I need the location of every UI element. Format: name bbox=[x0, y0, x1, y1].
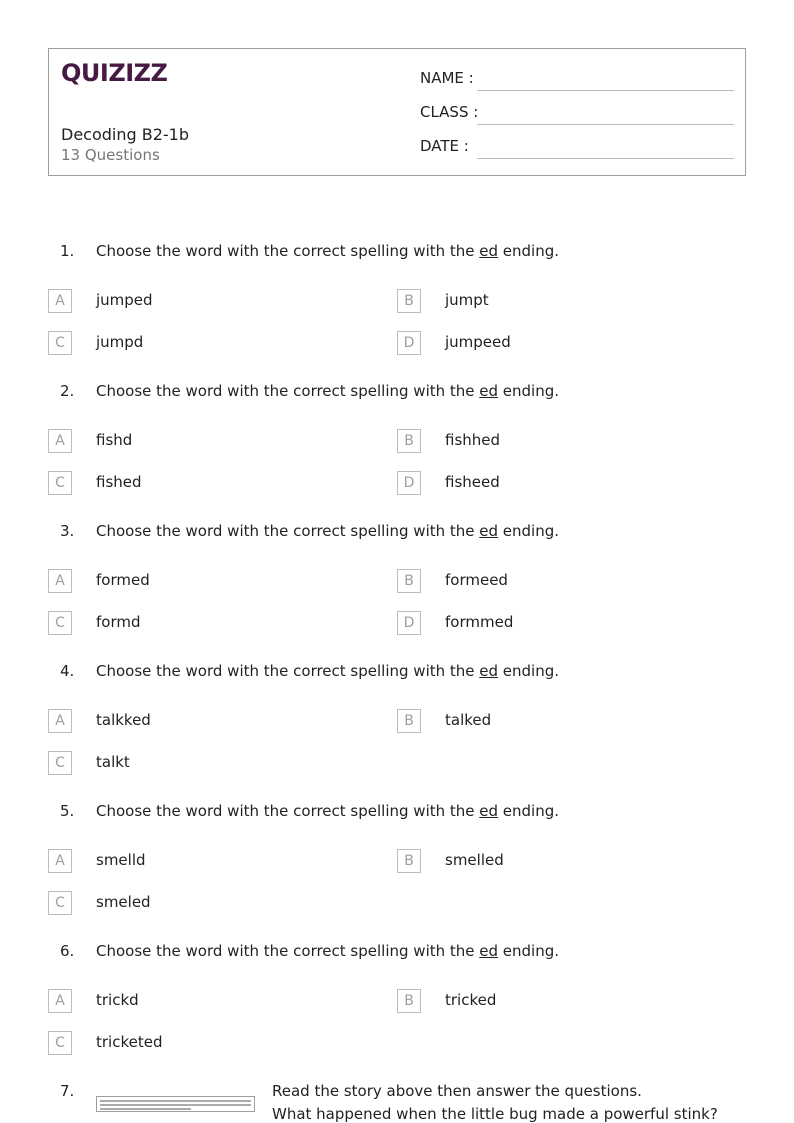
option-text: jumpeed bbox=[445, 333, 511, 351]
option-text: talkt bbox=[96, 753, 130, 771]
option-text: smeled bbox=[96, 893, 151, 911]
question-text: What happened when the little bug made a powerful stink? bbox=[272, 1105, 718, 1123]
option-letter: B bbox=[397, 569, 421, 593]
option-text: fisheed bbox=[445, 473, 500, 491]
option-letter: A bbox=[48, 709, 72, 733]
story-image bbox=[96, 1096, 255, 1112]
underlined-ed: ed bbox=[479, 942, 499, 960]
option-letter: C bbox=[48, 1031, 72, 1055]
option-letter: B bbox=[397, 429, 421, 453]
name-line[interactable] bbox=[477, 90, 734, 91]
question-text: Read the story above then answer the questions. bbox=[272, 1082, 642, 1100]
question-number: 7. bbox=[60, 1082, 75, 1100]
option-letter: B bbox=[397, 989, 421, 1013]
name-label: NAME : bbox=[420, 69, 474, 87]
question-text: Choose the word with the correct spelling with the ed ending. bbox=[96, 942, 560, 960]
option-text: smelld bbox=[96, 851, 146, 869]
option-text: jumpt bbox=[445, 291, 489, 309]
name-field[interactable] bbox=[420, 67, 734, 91]
option-text: trickd bbox=[96, 991, 139, 1009]
option-text: formed bbox=[96, 571, 150, 589]
option-text: fishhed bbox=[445, 431, 501, 449]
question-count: 13 Questions bbox=[61, 146, 160, 164]
option-letter: C bbox=[48, 751, 72, 775]
option-letter: D bbox=[397, 611, 421, 635]
option-text: fished bbox=[96, 473, 142, 491]
option-text: talked bbox=[445, 711, 492, 729]
quizizz-logo: QUIZIZZ bbox=[61, 59, 168, 87]
option-text: tricketed bbox=[96, 1033, 163, 1051]
question-number: 1. bbox=[60, 242, 75, 260]
date-label: DATE : bbox=[420, 137, 469, 155]
question-number: 2. bbox=[60, 382, 75, 400]
option-letter: A bbox=[48, 289, 72, 313]
option-letter: D bbox=[397, 331, 421, 355]
underlined-ed: ed bbox=[479, 382, 499, 400]
question-text: Choose the word with the correct spelling with the ed ending. bbox=[96, 382, 560, 400]
option-letter: D bbox=[397, 471, 421, 495]
question-text: Choose the word with the correct spelling with the ed ending. bbox=[96, 242, 560, 260]
worksheet-header bbox=[48, 48, 746, 176]
option-text: jumpd bbox=[96, 333, 144, 351]
option-letter: C bbox=[48, 891, 72, 915]
underlined-ed: ed bbox=[479, 522, 499, 540]
option-letter: A bbox=[48, 849, 72, 873]
question-number: 5. bbox=[60, 802, 75, 820]
question-number: 3. bbox=[60, 522, 75, 540]
question-number: 6. bbox=[60, 942, 75, 960]
option-text: smelled bbox=[445, 851, 504, 869]
option-letter: C bbox=[48, 611, 72, 635]
option-text: fishd bbox=[96, 431, 133, 449]
option-text: talkked bbox=[96, 711, 151, 729]
date-line[interactable] bbox=[477, 158, 734, 159]
option-letter: C bbox=[48, 471, 72, 495]
class-field[interactable] bbox=[420, 101, 734, 125]
option-letter: B bbox=[397, 849, 421, 873]
underlined-ed: ed bbox=[479, 242, 499, 260]
option-letter: A bbox=[48, 429, 72, 453]
option-letter: B bbox=[397, 289, 421, 313]
option-letter: C bbox=[48, 331, 72, 355]
option-letter: A bbox=[48, 989, 72, 1013]
question-text: Choose the word with the correct spelling with the ed ending. bbox=[96, 802, 560, 820]
option-text: formd bbox=[96, 613, 141, 631]
option-text: formmed bbox=[445, 613, 514, 631]
option-letter: A bbox=[48, 569, 72, 593]
class-line[interactable] bbox=[477, 124, 734, 125]
class-label: CLASS : bbox=[420, 103, 479, 121]
underlined-ed: ed bbox=[479, 662, 499, 680]
question-number: 4. bbox=[60, 662, 75, 680]
option-text: jumped bbox=[96, 291, 153, 309]
option-letter: B bbox=[397, 709, 421, 733]
worksheet-title: Decoding B2-1b bbox=[61, 125, 189, 144]
option-text: formeed bbox=[445, 571, 508, 589]
underlined-ed: ed bbox=[479, 802, 499, 820]
date-field[interactable] bbox=[420, 135, 734, 159]
question-text: Choose the word with the correct spelling with the ed ending. bbox=[96, 522, 560, 540]
option-text: tricked bbox=[445, 991, 497, 1009]
question-text: Choose the word with the correct spelling with the ed ending. bbox=[96, 662, 560, 680]
